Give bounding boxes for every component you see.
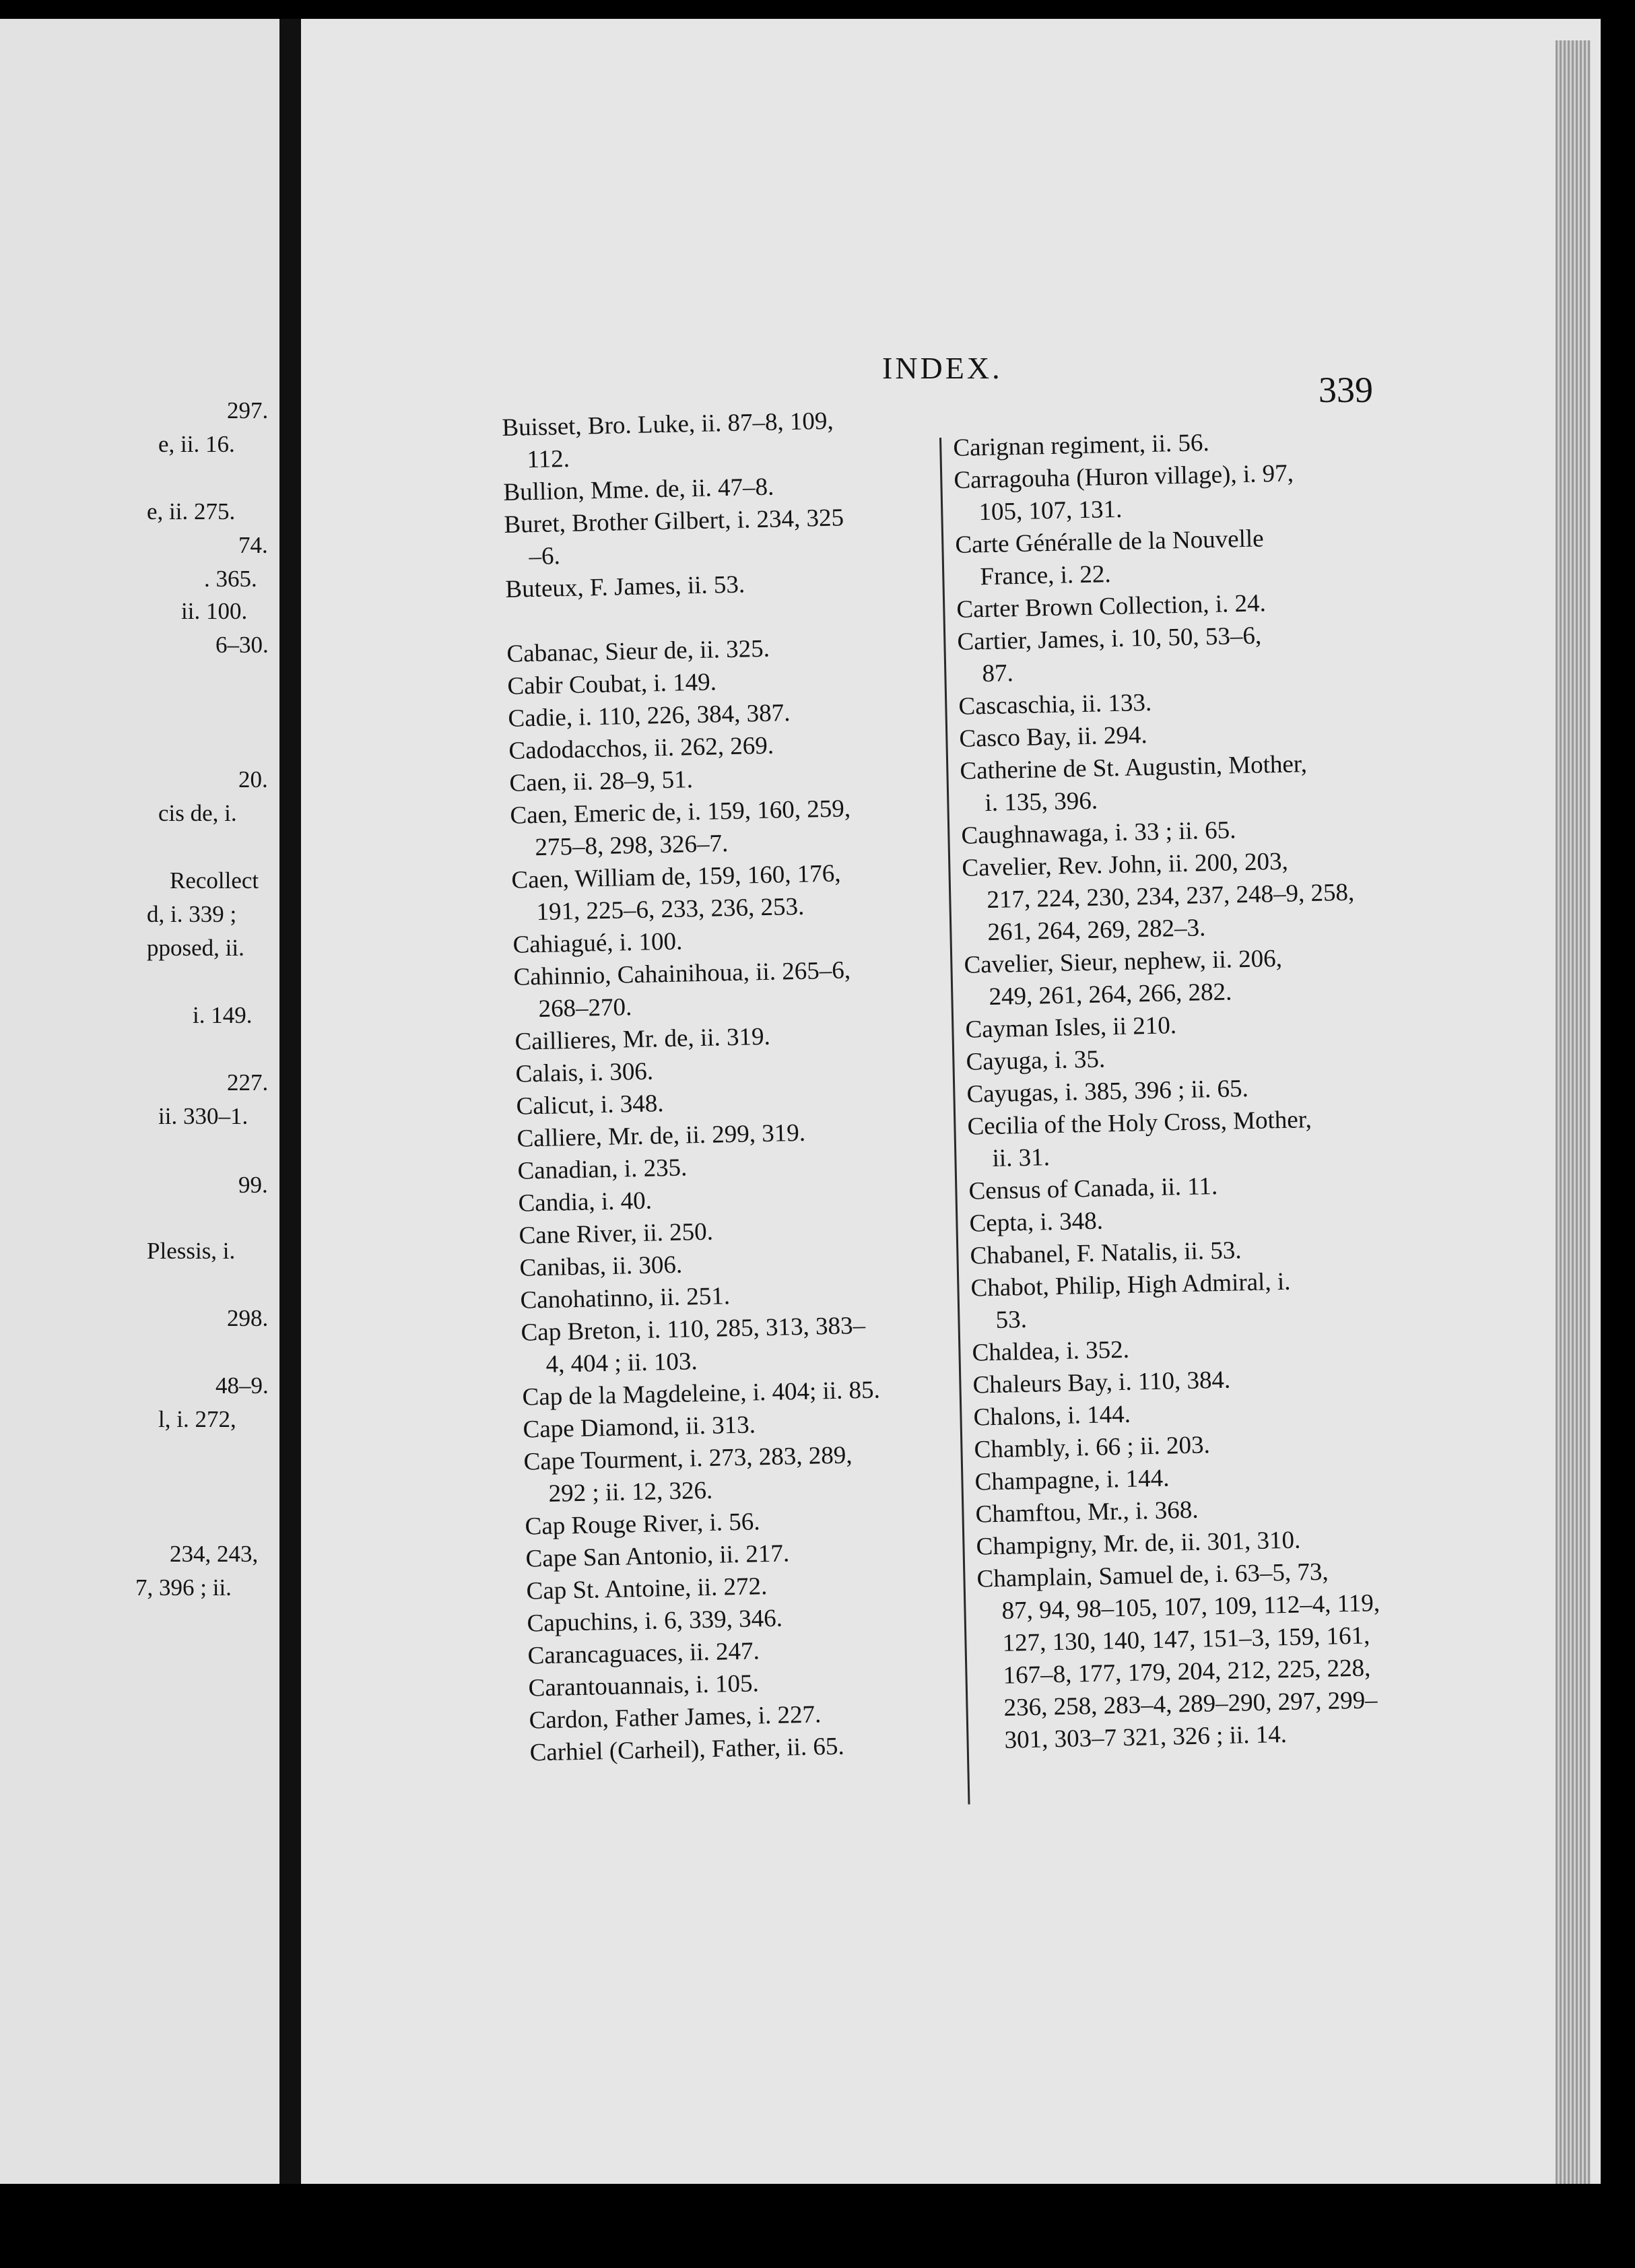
index-entry-continuation: –6. bbox=[529, 542, 561, 571]
index-entry-heading: Buteux, F. James, ii. 53. bbox=[505, 570, 745, 603]
index-entry-heading: Cadodacchos, ii. 262, 269. bbox=[508, 731, 774, 765]
index-column-left bbox=[502, 403, 961, 1770]
left-page-text-fragment: 234, 243, bbox=[170, 1541, 259, 1567]
index-entry-heading: Chaldea, i. 352. bbox=[972, 1335, 1130, 1367]
index-entry-heading: Candia, i. 40. bbox=[518, 1187, 653, 1218]
left-page-text-fragment: d, i. 339 ; bbox=[147, 901, 237, 927]
index-entry-continuation: 268–270. bbox=[538, 993, 632, 1024]
left-page-text-fragment: cis de, i. bbox=[158, 800, 237, 826]
left-page-text-fragment: l, i. 272, bbox=[158, 1406, 236, 1432]
index-entry-continuation: 87. bbox=[982, 659, 1014, 688]
index-entry-heading: Cavelier, Rev. John, ii. 200, 203, bbox=[962, 847, 1289, 882]
left-page-text-fragment: 297. bbox=[227, 397, 269, 424]
left-page-text-fragment: e, ii. 275. bbox=[147, 498, 236, 525]
index-entry-heading: Cabir Coubat, i. 149. bbox=[507, 668, 717, 700]
left-page-text-fragment: 20. bbox=[238, 766, 268, 793]
index-entry-heading: Chabot, Philip, High Admiral, i. bbox=[970, 1267, 1291, 1302]
index-entry-heading: Canibas, ii. 306. bbox=[519, 1250, 683, 1282]
index-entry bbox=[955, 521, 1387, 594]
index-entry bbox=[964, 940, 1396, 1013]
index-entry-heading: Caen, ii. 28–9, 51. bbox=[509, 766, 694, 797]
index-entry-heading: Bullion, Mme. de, ii. 47–8. bbox=[503, 473, 774, 506]
index-entry-heading: Calicut, i. 348. bbox=[516, 1090, 664, 1121]
index-entry-heading: Chamftou, Mr., i. 368. bbox=[975, 1496, 1199, 1529]
index-entry-heading: Carte Généralle de la Nouvelle bbox=[955, 525, 1265, 559]
index-entry-continuation: 249, 261, 264, 266, 282. bbox=[989, 978, 1232, 1011]
left-page-text-fragment: e, ii. 16. bbox=[158, 431, 235, 457]
index-entry-heading: Champagne, i. 144. bbox=[974, 1464, 1170, 1496]
index-entry-heading: Cayugas, i. 385, 396 ; ii. 65. bbox=[966, 1075, 1249, 1108]
index-entry-heading: Cecilia of the Holy Cross, Mother, bbox=[967, 1106, 1312, 1141]
index-entry-heading: Chaleurs Bay, i. 110, 384. bbox=[972, 1366, 1231, 1399]
index-entry-heading: Cane River, ii. 250. bbox=[519, 1218, 714, 1250]
left-page-text-fragment: ii. 100. bbox=[181, 598, 248, 624]
index-entry-heading: Cap de la Magdeleine, i. 404; ii. 85. bbox=[522, 1376, 881, 1411]
index-entry-heading: Chabanel, F. Natalis, ii. 53. bbox=[970, 1236, 1242, 1270]
index-entry bbox=[967, 1102, 1399, 1175]
right-page bbox=[301, 19, 1601, 2184]
index-entry-heading: Census of Canada, ii. 11. bbox=[968, 1172, 1218, 1205]
index-entry-heading: Canadian, i. 235. bbox=[517, 1154, 688, 1185]
index-entry-heading: Carhiel (Carheil), Father, ii. 65. bbox=[529, 1732, 845, 1767]
left-page-text-fragment: ii. 330–1. bbox=[158, 1103, 248, 1129]
index-entry-heading: Cepta, i. 348. bbox=[969, 1207, 1104, 1238]
index-entry bbox=[511, 855, 943, 929]
index-entry-heading: Canohatinno, ii. 251. bbox=[520, 1282, 731, 1314]
index-entry-continuation: 217, 224, 230, 234, 237, 248–9, 258, 261, 264, 269, 282–3. bbox=[987, 878, 1355, 947]
index-column-right bbox=[953, 424, 1411, 1758]
index-entry-continuation: 191, 225–6, 233, 236, 253. bbox=[536, 892, 805, 927]
index-entry bbox=[960, 746, 1392, 820]
index-entry bbox=[976, 1554, 1411, 1757]
index-entry-heading: Carantouannais, i. 105. bbox=[528, 1669, 760, 1702]
index-entry-heading: Cap Rouge River, i. 56. bbox=[525, 1508, 760, 1541]
index-entry-continuation: ii. 31. bbox=[992, 1143, 1050, 1173]
left-page-text-fragment: . 365. bbox=[204, 566, 257, 592]
index-entry-continuation: 292 ; ii. 12, 326. bbox=[548, 1476, 713, 1508]
left-page-text-fragment: 298. bbox=[227, 1305, 269, 1331]
index-entry bbox=[513, 952, 945, 1026]
index-entry-heading: Champlain, Samuel de, i. 63–5, 73, bbox=[976, 1558, 1329, 1593]
left-page-text-fragment: Plessis, i. bbox=[147, 1238, 236, 1264]
left-page-text-fragment: 99. bbox=[238, 1172, 268, 1198]
page-number: 339 bbox=[1319, 370, 1373, 410]
index-entry bbox=[502, 403, 934, 477]
index-entry-heading: Cartier, James, i. 10, 50, 53–6, bbox=[957, 622, 1262, 656]
index-entry-continuation: i. 135, 396. bbox=[985, 787, 1098, 818]
index-entry-continuation: 87, 94, 98–105, 107, 109, 112–4, 119, 127, 130, 140, 147, 151–3, 159, 161, 167–8, 177, 179, 204, 212, 225, 228, 236, 258, 283–4, 289–290, 297, 299–301, 303–7 321, 326 ; ii. 14. bbox=[1001, 1589, 1380, 1754]
left-page-text-fragment: 7, 396 ; ii. bbox=[135, 1574, 232, 1601]
index-entry-continuation: France, i. 22. bbox=[980, 560, 1112, 591]
index-entry-heading: Calais, i. 306. bbox=[515, 1057, 654, 1088]
index-entry-heading: Catherine de St. Augustin, Mother, bbox=[960, 750, 1308, 785]
running-head: INDEX. bbox=[882, 351, 1003, 385]
index-entry-heading: Cap Breton, i. 110, 285, 313, 383– bbox=[521, 1311, 866, 1347]
index-entry bbox=[504, 500, 936, 574]
index-entry-heading: Cascaschia, ii. 133. bbox=[958, 688, 1152, 721]
left-page-text-fragment: 6–30. bbox=[215, 632, 269, 658]
index-entry bbox=[510, 791, 942, 864]
index-entry-heading: Chambly, i. 66 ; ii. 203. bbox=[974, 1431, 1211, 1464]
index-entry-heading: Carancaguaces, ii. 247. bbox=[527, 1637, 760, 1670]
index-entry-heading: Cardon, Father James, i. 227. bbox=[529, 1700, 822, 1735]
left-page-text-fragment: pposed, ii. bbox=[147, 935, 244, 961]
index-entry-heading: Calliere, Mr. de, ii. 299, 319. bbox=[516, 1119, 806, 1153]
index-entry-heading: Carignan regiment, ii. 56. bbox=[953, 429, 1210, 462]
index-entry-heading: Cape San Antonio, ii. 217. bbox=[525, 1539, 790, 1573]
index-entry-heading: Cahiagué, i. 100. bbox=[512, 927, 683, 959]
index-entry-heading: Caen, William de, 159, 160, 176, bbox=[511, 859, 841, 894]
left-page-text-fragment: 74. bbox=[238, 532, 268, 558]
index-entry-heading: Cavelier, Sieur, nephew, ii. 206, bbox=[964, 944, 1283, 979]
index-entry bbox=[523, 1437, 956, 1510]
index-entry-heading: Champigny, Mr. de, ii. 301, 310. bbox=[976, 1526, 1301, 1561]
index-entry-heading: Casco Bay, ii. 294. bbox=[959, 721, 1148, 753]
index-entry bbox=[521, 1308, 953, 1381]
index-entry-heading: Chalons, i. 144. bbox=[973, 1400, 1131, 1432]
index-entry-heading: Caillieres, Mr. de, ii. 319. bbox=[514, 1022, 771, 1056]
index-entry-heading: Carragouha (Huron village), i. 97, bbox=[954, 459, 1294, 494]
left-page-text-fragment: 48–9. bbox=[215, 1372, 269, 1399]
index-entry-heading: Cahinnio, Cahainihoua, ii. 265–6, bbox=[513, 956, 851, 991]
index-entry-continuation: 275–8, 298, 326–7. bbox=[535, 830, 729, 862]
index-entry-heading: Capuchins, i. 6, 339, 346. bbox=[527, 1604, 783, 1638]
index-entry bbox=[954, 456, 1386, 529]
index-entry-continuation: 4, 404 ; ii. 103. bbox=[545, 1347, 698, 1378]
index-entry-heading: Caughnawaga, i. 33 ; ii. 65. bbox=[961, 816, 1236, 850]
index-entry-heading: Cayuga, i. 35. bbox=[966, 1045, 1106, 1076]
index-entry bbox=[970, 1263, 1403, 1337]
left-page-text-fragment: 227. bbox=[227, 1069, 269, 1096]
left-page-fragment bbox=[0, 19, 281, 2184]
index-entry-heading: Carter Brown Collection, i. 24. bbox=[956, 589, 1267, 624]
index-entry-continuation: 53. bbox=[995, 1305, 1028, 1334]
index-entry-heading: Cape Tourment, i. 273, 283, 289, bbox=[523, 1441, 853, 1476]
book-gutter bbox=[279, 19, 301, 2184]
index-entry-heading: Cap St. Antoine, ii. 272. bbox=[526, 1572, 768, 1605]
index-entry-heading: Buisset, Bro. Luke, ii. 87–8, 109, bbox=[502, 407, 834, 442]
index-entry-continuation: 105, 107, 131. bbox=[978, 495, 1123, 527]
index-entry bbox=[957, 618, 1389, 691]
index-entry-heading: Caen, Emeric de, i. 159, 160, 259, bbox=[510, 795, 851, 830]
left-page-text-fragment: Recollect bbox=[170, 867, 259, 894]
index-entry-heading: Cabanac, Sieur de, ii. 325. bbox=[506, 634, 770, 668]
index-entry bbox=[962, 843, 1395, 949]
page-edge bbox=[1556, 40, 1591, 2184]
index-entry-heading: Cayman Isles, ii 210. bbox=[965, 1011, 1177, 1044]
index-entry-heading: Cape Diamond, ii. 313. bbox=[523, 1411, 756, 1444]
left-page-text-fragment: i. 149. bbox=[193, 1002, 253, 1028]
index-entry-heading: Cadie, i. 110, 226, 384, 387. bbox=[508, 699, 791, 733]
index-entry-heading: Buret, Brother Gilbert, i. 234, 325 bbox=[504, 504, 844, 539]
index-entry-continuation: 112. bbox=[527, 444, 570, 474]
